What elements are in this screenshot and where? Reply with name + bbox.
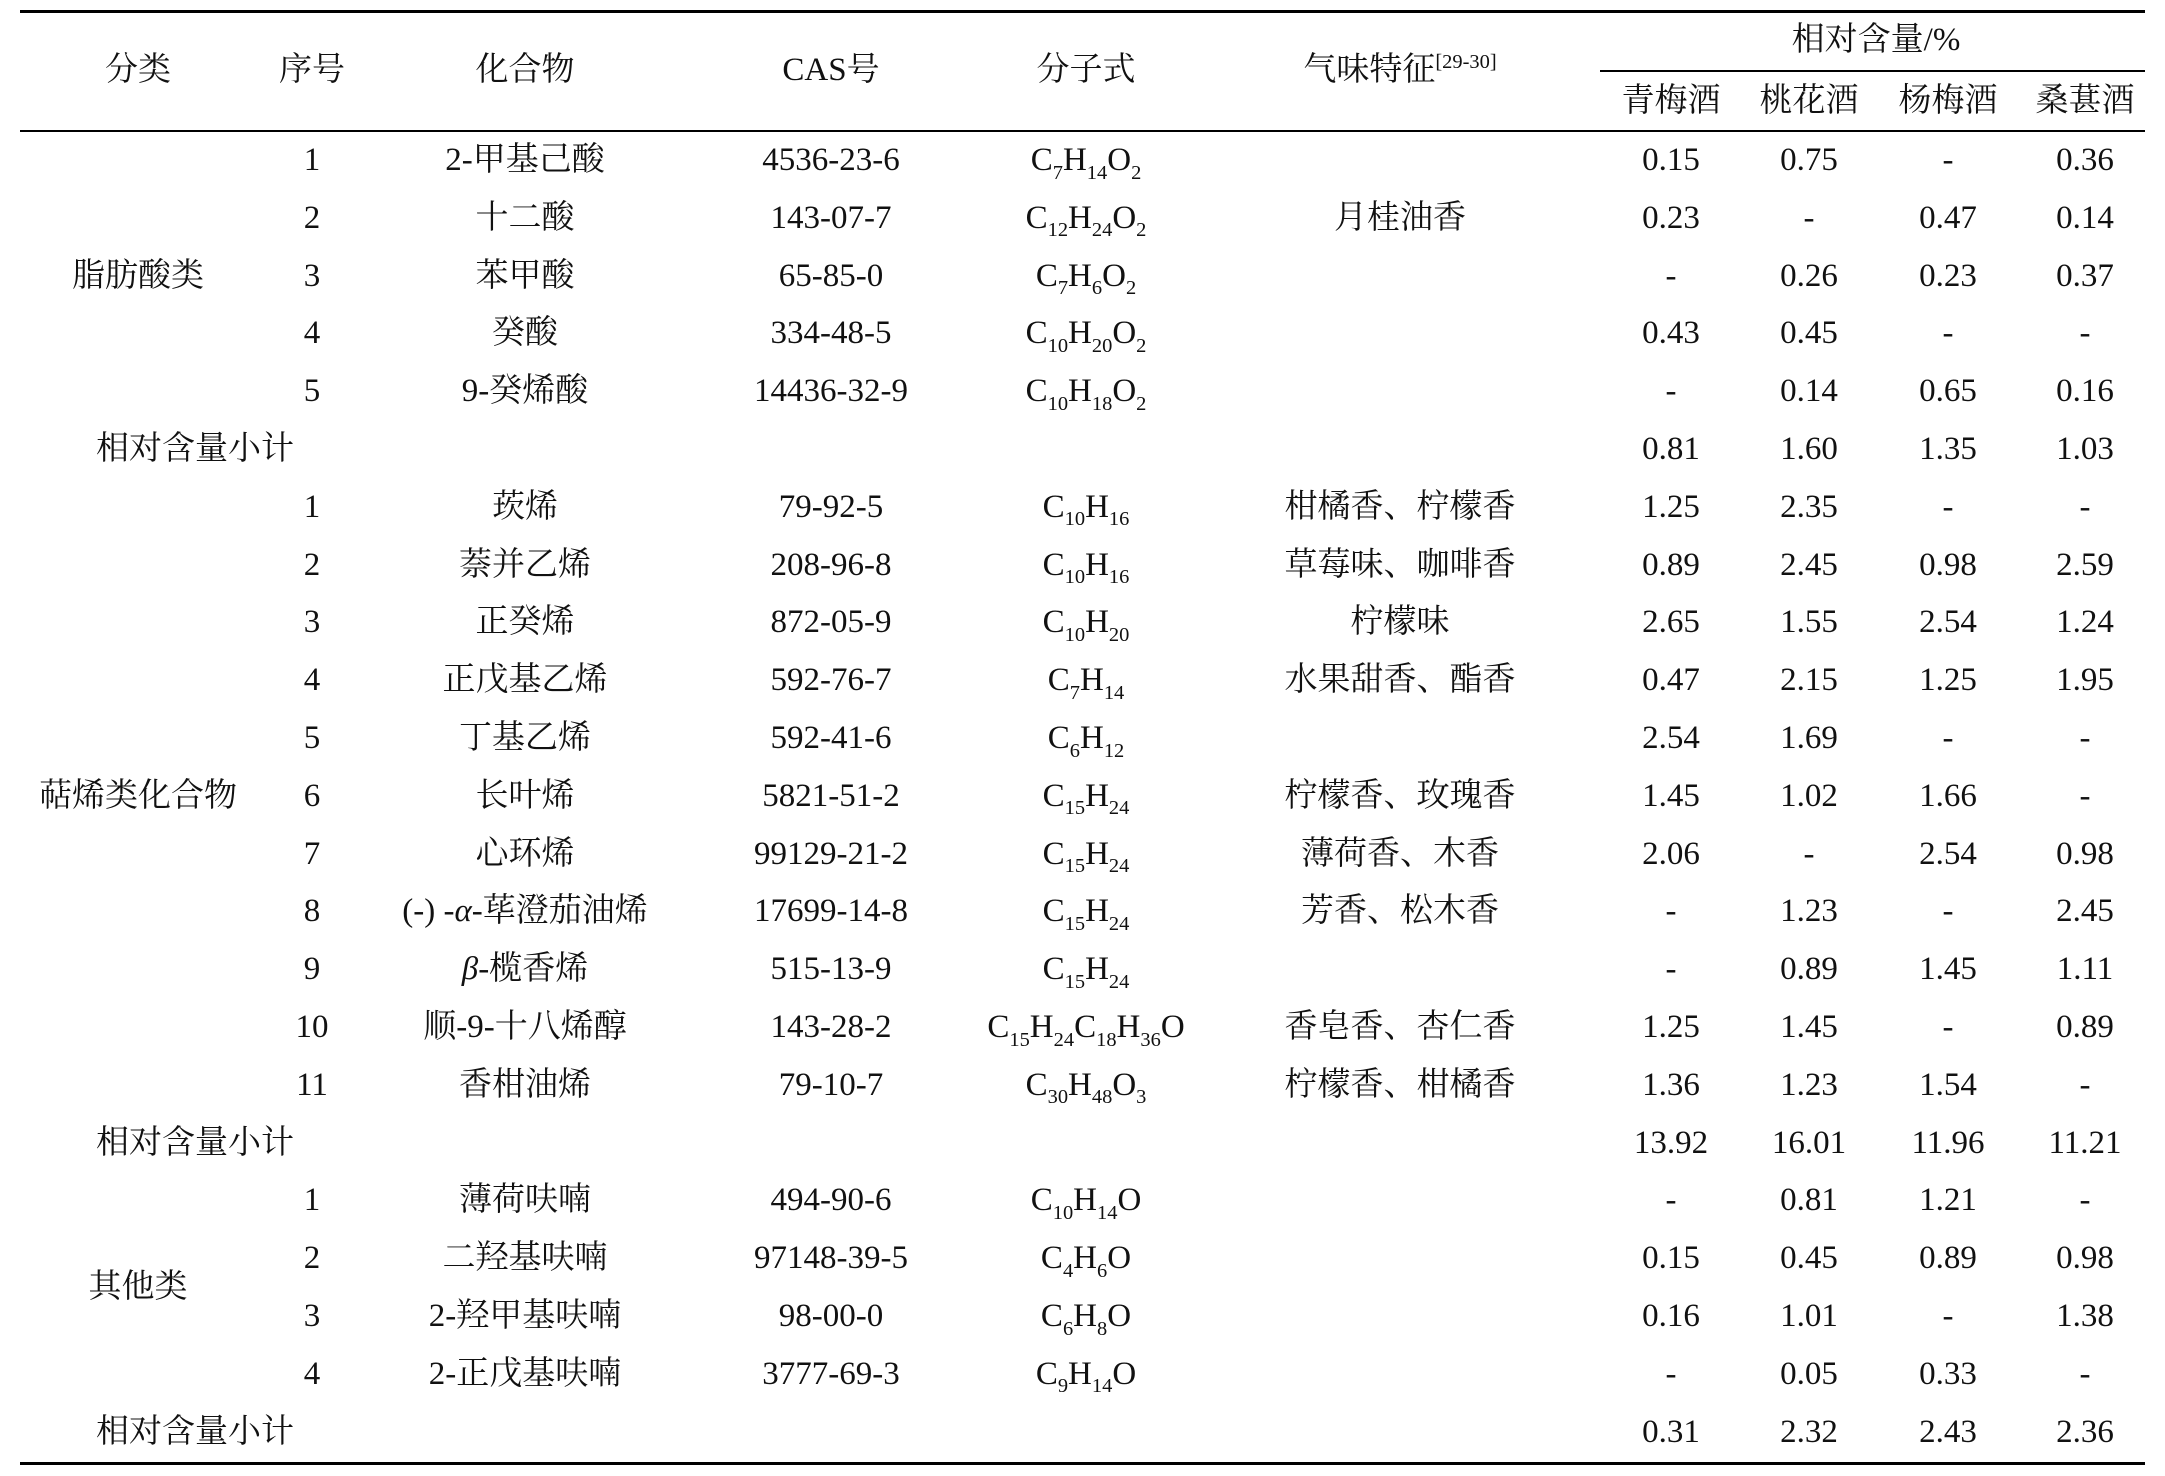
row-cas: 65-85-0 (778, 257, 884, 294)
row-no: 2 (303, 1240, 321, 1277)
row-cas: 143-07-7 (770, 199, 892, 236)
row-no: 4 (303, 1355, 321, 1392)
row-cas: 98-00-0 (778, 1298, 884, 1334)
row-value-3: - (2079, 1182, 2091, 1219)
subtotal-label: 相对含量小计 (96, 1413, 294, 1450)
row-value-3: - (2079, 488, 2091, 525)
row-value-2: - (1942, 1009, 1954, 1045)
row-formula: $C_{30}H_{48}O_3$ (1025, 1066, 1147, 1109)
compound-name: -榄香烯 (478, 951, 589, 988)
row-value-0: 2.65 (1642, 604, 1700, 641)
row-formula: $C_{10}H_{14}O$ (1030, 1182, 1142, 1224)
row-compound: 十二酸 (475, 199, 575, 236)
row-value-1: 0.45 (1780, 1240, 1838, 1277)
row-value-0: 1.45 (1642, 777, 1700, 814)
row-cas: 334-48-5 (770, 315, 892, 352)
row-no: 7 (303, 835, 321, 872)
row-compound: 正癸烯 (475, 604, 575, 641)
subtotal-value-1: 2.32 (1780, 1413, 1838, 1450)
row-formula: $C_{15}H_{24}$ (1042, 893, 1130, 935)
row-value-0: - (1665, 257, 1677, 294)
row-value-3: - (2079, 1066, 2091, 1103)
row-no: 3 (303, 604, 321, 641)
row-formula: $C_{15}H_{24}$ (1042, 777, 1130, 820)
row-compound: 长叶烯 (475, 777, 575, 814)
row-value-3: 0.98 (2056, 1240, 2114, 1277)
row-value-2: - (1942, 488, 1954, 525)
row-value-3: 0.37 (2056, 257, 2114, 294)
row-cas: 5821-51-2 (762, 777, 900, 814)
row-no: 3 (303, 1298, 321, 1334)
row-value-1: 1.23 (1780, 893, 1838, 930)
row-formula: $C_{12}H_{24}O_2$ (1025, 199, 1147, 242)
row-value-3: - (2079, 777, 2091, 814)
row-value-1: 1.45 (1780, 1009, 1838, 1045)
row-compound: 苯甲酸 (475, 257, 575, 294)
row-odor: 草莓味、咖啡香 (1284, 546, 1516, 583)
row-value-3: 0.14 (2056, 199, 2114, 236)
row-value-2: - (1942, 893, 1954, 930)
row-formula: $C_{10}H_{18}O_2$ (1025, 373, 1147, 415)
header-no: 序号 (279, 52, 345, 88)
row-value-3: 0.89 (2056, 1009, 2114, 1045)
row-value-0: - (1665, 1182, 1677, 1219)
header-wine-2: 杨梅酒 (1898, 83, 1998, 119)
row-value-2: - (1942, 1298, 1954, 1334)
row-odor: 柑橘香、柠檬香 (1284, 488, 1516, 525)
row-odor: 柠檬味 (1350, 604, 1450, 641)
row-compound: 薄荷呋喃 (459, 1182, 591, 1219)
compound-greek: α (454, 893, 472, 930)
row-formula: $C_6H_8O$ (1040, 1298, 1132, 1340)
row-value-1: 0.26 (1780, 257, 1838, 294)
subtotal-label: 相对含量小计 (96, 1124, 294, 1161)
row-value-0: 0.15 (1642, 142, 1700, 178)
row-value-1: 1.55 (1780, 604, 1838, 641)
row-value-2: 1.25 (1919, 662, 1977, 699)
subtotal-value-1: 1.60 (1780, 431, 1838, 467)
row-value-1: 2.45 (1780, 546, 1838, 583)
row-no: 5 (303, 373, 321, 410)
row-compound: 丁基乙烯 (459, 720, 591, 756)
row-value-2: 0.33 (1919, 1355, 1977, 1392)
row-value-0: 2.06 (1642, 835, 1700, 872)
row-value-3: 1.38 (2056, 1298, 2114, 1334)
row-value-0: 0.47 (1642, 662, 1700, 699)
header-relative-content: 相对含量/% (1791, 22, 1961, 58)
row-formula: $C_{10}H_{16}$ (1042, 488, 1130, 531)
row-formula: $C_{15}H_{24}C_{18}H_{36}O$ (987, 1009, 1185, 1051)
row-value-0: 0.23 (1642, 199, 1700, 236)
row-value-0: 1.25 (1642, 1009, 1700, 1045)
row-cas: 4536-23-6 (762, 142, 900, 178)
row-value-0: 0.16 (1642, 1298, 1700, 1334)
subtotal-value-0: 0.81 (1642, 431, 1700, 467)
row-value-3: 1.95 (2056, 662, 2114, 699)
row-compound: 萘并乙烯 (459, 546, 591, 583)
row-compound: 莰烯 (492, 488, 558, 525)
header-cas: CAS号 (782, 52, 880, 88)
row-value-2: 0.65 (1919, 373, 1977, 410)
content-subheader-rule (1600, 70, 2145, 72)
row-cas: 494-90-6 (770, 1182, 892, 1219)
header-odor-ref: [29-30] (1435, 51, 1497, 73)
row-no: 6 (303, 777, 321, 814)
row-value-3: 2.59 (2056, 546, 2114, 583)
row-odor: 芳香、松木香 (1301, 893, 1499, 930)
row-value-1: 0.45 (1780, 315, 1838, 352)
row-value-2: 2.54 (1919, 604, 1977, 641)
row-value-2: 1.54 (1919, 1066, 1977, 1103)
subtotal-value-1: 16.01 (1771, 1124, 1847, 1161)
row-formula: $C_9H_{14}O$ (1035, 1355, 1137, 1398)
subtotal-value-3: 2.36 (2056, 1413, 2114, 1450)
row-no: 5 (303, 720, 321, 756)
header-bottom-rule (20, 130, 2145, 132)
row-value-3: - (2079, 315, 2091, 352)
row-value-2: 0.89 (1919, 1240, 1977, 1277)
row-value-1: 0.05 (1780, 1355, 1838, 1392)
row-no: 2 (303, 546, 321, 583)
row-value-1: 1.02 (1780, 777, 1838, 814)
row-value-0: - (1665, 951, 1677, 988)
row-value-1: 1.23 (1780, 1066, 1838, 1103)
header-wine-0: 青梅酒 (1621, 83, 1721, 119)
header-wine-3: 桑葚酒 (2035, 83, 2135, 119)
row-compound: 2-正戊基呋喃 (428, 1355, 622, 1392)
row-value-0: - (1665, 893, 1677, 930)
row-value-3: 0.98 (2056, 835, 2114, 872)
row-value-2: 0.23 (1919, 257, 1977, 294)
compound-name: -荜澄茄油烯 (471, 893, 648, 930)
subtotal-value-3: 1.03 (2056, 431, 2114, 467)
header-wine-1: 桃花酒 (1759, 83, 1859, 119)
row-value-0: - (1665, 373, 1677, 410)
row-no: 9 (303, 951, 321, 988)
row-cas: 872-05-9 (770, 604, 892, 641)
row-value-0: 1.36 (1642, 1066, 1700, 1103)
row-value-1: 0.89 (1780, 951, 1838, 988)
row-odor: 柠檬香、柑橘香 (1284, 1066, 1516, 1103)
row-odor: 香皂香、杏仁香 (1284, 1009, 1516, 1045)
subtotal-value-0: 13.92 (1633, 1124, 1709, 1161)
header-odor: 气味特征[29-30] (1303, 51, 1497, 88)
row-value-1: 0.75 (1780, 142, 1838, 178)
row-no: 11 (296, 1066, 328, 1103)
row-odor: 月桂油香 (1334, 199, 1466, 236)
row-compound: 香柑油烯 (459, 1066, 591, 1103)
row-formula: $C_7H_{14}$ (1047, 662, 1125, 704)
subtotal-label: 相对含量小计 (96, 431, 294, 467)
row-compound: 正戊基乙烯 (442, 662, 608, 699)
row-formula: $C_{10}H_{16}$ (1042, 546, 1130, 589)
row-value-2: - (1942, 720, 1954, 756)
row-formula: $C_7H_6O_2$ (1035, 257, 1137, 300)
compound-prefix: (-) - (402, 893, 455, 930)
row-value-2: 0.98 (1919, 546, 1977, 583)
row-value-0: 0.89 (1642, 546, 1700, 583)
row-compound: 2-甲基己酸 (445, 142, 605, 178)
row-value-1: - (1803, 835, 1815, 872)
row-cas: 3777-69-3 (762, 1355, 900, 1392)
row-cas: 99129-21-2 (754, 835, 908, 872)
row-value-0: 2.54 (1642, 720, 1700, 756)
row-no: 8 (303, 893, 321, 930)
row-compound: 顺-9-十八烯醇 (423, 1009, 627, 1045)
row-compound: 癸酸 (492, 315, 558, 352)
header-category: 分类 (105, 52, 171, 88)
bottom-rule (20, 1462, 2145, 1465)
row-value-3: - (2079, 1355, 2091, 1392)
row-value-2: 2.54 (1919, 835, 1977, 872)
row-value-0: - (1665, 1355, 1677, 1392)
row-value-2: 0.47 (1919, 199, 1977, 236)
row-odor: 柠檬香、玫瑰香 (1284, 777, 1516, 814)
row-no: 1 (303, 142, 321, 178)
row-value-1: - (1803, 199, 1815, 236)
row-value-1: 2.35 (1780, 488, 1838, 525)
row-no: 2 (303, 199, 321, 236)
row-value-2: - (1942, 315, 1954, 352)
row-odor: 水果甜香、酯香 (1284, 662, 1516, 699)
row-formula: $C_{10}H_{20}$ (1042, 604, 1130, 646)
subtotal-value-3: 11.21 (2048, 1124, 2122, 1161)
row-value-3: 1.24 (2056, 604, 2114, 641)
row-no: 3 (303, 257, 321, 294)
row-value-3: 2.45 (2056, 893, 2114, 930)
row-value-2: - (1942, 142, 1954, 178)
row-compound: 2-羟甲基呋喃 (428, 1298, 622, 1334)
row-compound (462, 949, 588, 989)
row-value-1: 1.69 (1780, 720, 1838, 756)
row-value-0: 1.25 (1642, 488, 1700, 525)
row-formula: $C_7H_{14}O_2$ (1030, 142, 1142, 184)
compound-greek: β (461, 951, 479, 988)
row-cas: 515-13-9 (770, 951, 892, 988)
row-no: 1 (303, 1182, 321, 1219)
row-value-2: 1.21 (1919, 1182, 1977, 1219)
row-value-3: 0.16 (2056, 373, 2114, 410)
row-cas: 143-28-2 (770, 1009, 892, 1045)
row-cas: 592-76-7 (770, 662, 892, 699)
row-formula: $C_4H_6O$ (1040, 1240, 1132, 1282)
row-formula: $C_{15}H_{24}$ (1042, 835, 1130, 878)
row-cas: 97148-39-5 (754, 1240, 908, 1277)
row-cas: 17699-14-8 (754, 893, 908, 930)
row-value-2: 1.45 (1919, 951, 1977, 988)
category-label: 萜烯类化合物 (39, 777, 237, 814)
row-cas: 14436-32-9 (754, 373, 908, 410)
row-compound: 心环烯 (475, 835, 575, 872)
row-compound (402, 891, 648, 931)
row-no: 4 (303, 315, 321, 352)
row-value-1: 0.81 (1780, 1182, 1838, 1219)
row-value-1: 1.01 (1780, 1298, 1838, 1334)
header-compound: 化合物 (475, 52, 575, 88)
row-compound: 9-癸烯酸 (461, 373, 589, 410)
category-label: 脂肪酸类 (72, 257, 204, 294)
header-formula: 分子式 (1036, 52, 1136, 88)
subtotal-value-2: 1.35 (1919, 431, 1977, 467)
row-value-1: 2.15 (1780, 662, 1838, 699)
category-label: 其他类 (88, 1269, 188, 1306)
row-formula: $C_{10}H_{20}O_2$ (1025, 315, 1147, 357)
row-value-0: 0.43 (1642, 315, 1700, 352)
row-no: 1 (303, 488, 321, 525)
row-value-1: 0.14 (1780, 373, 1838, 410)
row-cas: 592-41-6 (770, 720, 892, 756)
row-cas: 79-92-5 (778, 488, 884, 525)
row-no: 10 (295, 1009, 329, 1045)
top-rule (20, 10, 2145, 13)
row-value-3: 1.11 (2056, 951, 2114, 988)
row-value-0: 0.15 (1642, 1240, 1700, 1277)
subtotal-value-2: 11.96 (1911, 1124, 1985, 1161)
subtotal-value-2: 2.43 (1919, 1413, 1977, 1450)
row-cas: 208-96-8 (770, 546, 892, 583)
row-formula: $C_6H_{12}$ (1047, 720, 1125, 762)
row-value-3: 0.36 (2056, 142, 2114, 178)
row-compound: 二羟基呋喃 (442, 1240, 608, 1277)
row-odor: 薄荷香、木香 (1301, 835, 1499, 872)
row-value-2: 1.66 (1919, 777, 1977, 814)
row-no: 4 (303, 662, 321, 699)
row-formula: $C_{15}H_{24}$ (1042, 951, 1130, 993)
row-value-3: - (2079, 720, 2091, 756)
subtotal-value-0: 0.31 (1642, 1413, 1700, 1450)
row-cas: 79-10-7 (778, 1066, 884, 1103)
